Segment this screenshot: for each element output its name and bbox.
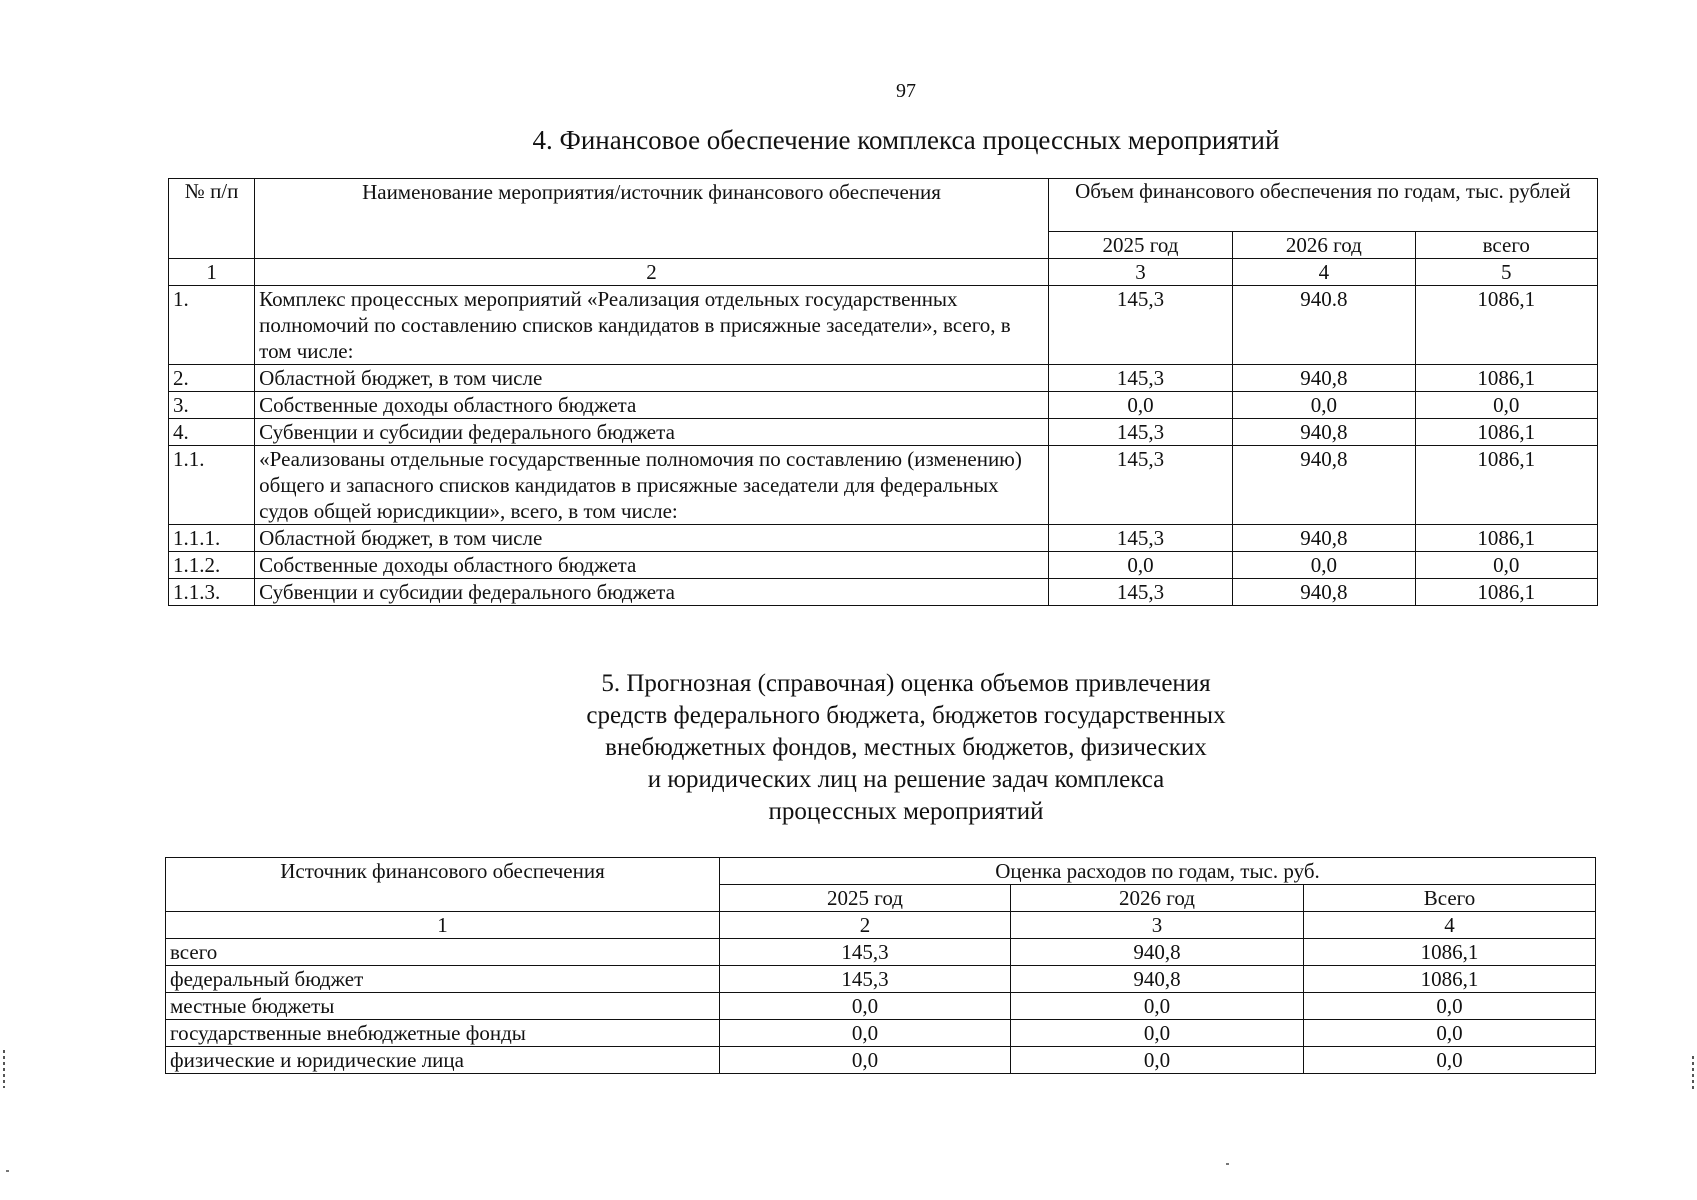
row-2025: 145,3 [1048,419,1232,446]
scan-edge-mark [3,1050,5,1088]
row-name: «Реализованы отдельные государственные полномочия по составлению (изменению) общего и запасного списков кандидатов в присяжные заседатели для федеральных судов общей юрисдикции», всего, в том числе: [255,446,1049,525]
row-total: 1086,1 [1415,579,1597,606]
col-number: 1 [166,912,720,939]
row-total: 1086,1 [1304,939,1596,966]
header-name: Наименование мероприятия/источник финансового обеспечения [255,179,1049,259]
row-2026: 940,8 [1233,419,1415,446]
table-row [166,966,1596,993]
row-2026: 940,8 [1011,939,1304,966]
row-2025: 145,3 [1048,579,1232,606]
column-number-row [169,259,1598,286]
row-num: 1. [169,286,255,365]
row-2025: 0,0 [720,993,1011,1020]
section-5-title-line: процессных мероприятий [768,798,1044,825]
row-2025: 145,3 [720,939,1011,966]
table-row [169,392,1598,419]
row-2026: 940.8 [1233,286,1415,365]
row-name: Областной бюджет, в том числе [255,365,1049,392]
row-total: 0,0 [1415,552,1597,579]
row-total: 1086,1 [1415,446,1597,525]
row-num: 2. [169,365,255,392]
row-name: местные бюджеты [166,993,720,1020]
scan-edge-mark [1692,1056,1694,1092]
header-num: № п/п [169,179,255,259]
section-5-title-line: и юридических лиц на решение задач комплекса [647,766,1165,793]
row-name: всего [166,939,720,966]
row-total: 0,0 [1415,392,1597,419]
col-number: 3 [1011,912,1304,939]
table-row [166,993,1596,1020]
row-2026: 0,0 [1011,993,1304,1020]
row-2026: 940,8 [1233,365,1415,392]
row-total: 1086,1 [1415,365,1597,392]
section-5-title [0,668,1697,828]
table-row [166,1020,1596,1047]
row-total: 1086,1 [1415,525,1597,552]
scan-dot [1226,1163,1229,1165]
row-2026: 0,0 [1011,1047,1304,1074]
row-name: Субвенции и субсидии федерального бюджета [255,419,1049,446]
row-2025: 0,0 [720,1047,1011,1074]
table-row [169,286,1598,365]
row-total: 0,0 [1304,993,1596,1020]
col-number: 2 [255,259,1049,286]
row-name: Комплекс процессных мероприятий «Реализация отдельных государственных полномочий по составлению списков кандидатов в присяжные заседатели», всего, в том числе: [255,286,1049,365]
row-2026: 940,8 [1011,966,1304,993]
table-row [169,419,1598,446]
col-number: 3 [1048,259,1232,286]
page-number: 97 [896,80,916,102]
row-num: 1.1. [169,446,255,525]
financing-table [168,178,1598,606]
section-5-title-line: средств федерального бюджета, бюджетов государственных [586,702,1226,729]
column-number-row [166,912,1596,939]
header-year-2026: 2026 год [1233,232,1415,259]
row-2025: 145,3 [1048,365,1232,392]
row-name: федеральный бюджет [166,966,720,993]
header-year-2025: 2025 год [1048,232,1232,259]
row-2025: 0,0 [1048,552,1232,579]
row-2025: 145,3 [720,966,1011,993]
row-2025: 145,3 [1048,525,1232,552]
row-name: государственные внебюджетные фонды [166,1020,720,1047]
header-year-2026: 2026 год [1011,885,1304,912]
col-number: 1 [169,259,255,286]
row-total: 0,0 [1304,1047,1596,1074]
table-row [169,552,1598,579]
row-num: 1.1.1. [169,525,255,552]
table-row [166,939,1596,966]
col-number: 4 [1233,259,1415,286]
row-total: 1086,1 [1415,286,1597,365]
table-row [166,1047,1596,1074]
scan-dot [6,1170,9,1172]
row-num: 1.1.2. [169,552,255,579]
row-num: 4. [169,419,255,446]
col-number: 4 [1304,912,1596,939]
row-2026: 940,8 [1233,446,1415,525]
estimate-table [165,857,1596,1074]
table-row [169,579,1598,606]
row-2025: 145,3 [1048,286,1232,365]
section-4-title: 4. Финансовое обеспечение комплекса процессных мероприятий [532,125,1280,155]
row-num: 1.1.3. [169,579,255,606]
row-name: Собственные доходы областного бюджета [255,392,1049,419]
row-total: 0,0 [1304,1020,1596,1047]
header-year-2025: 2025 год [720,885,1011,912]
row-2026: 940,8 [1233,579,1415,606]
table-row [169,446,1598,525]
row-2026: 0,0 [1233,552,1415,579]
row-2026: 940,8 [1233,525,1415,552]
header-total: всего [1415,232,1597,259]
row-total: 1086,1 [1304,966,1596,993]
row-2025: 145,3 [1048,446,1232,525]
header-estimate: Оценка расходов по годам, тыс. руб. [720,858,1596,885]
row-2025: 0,0 [1048,392,1232,419]
header-volume: Объем финансового обеспечения по годам, тыс. рублей [1048,179,1597,232]
col-number: 5 [1415,259,1597,286]
table-row [169,525,1598,552]
header-total: Всего [1304,885,1596,912]
table-row [169,365,1598,392]
section-5-title-line: 5. Прогнозная (справочная) оценка объемов привлечения [601,670,1211,697]
section-5-title-line: внебюджетных фондов, местных бюджетов, физических [605,734,1207,761]
row-2026: 0,0 [1011,1020,1304,1047]
row-2026: 0,0 [1233,392,1415,419]
row-name: Собственные доходы областного бюджета [255,552,1049,579]
row-total: 1086,1 [1415,419,1597,446]
row-name: Субвенции и субсидии федерального бюджета [255,579,1049,606]
row-name: физические и юридические лица [166,1047,720,1074]
header-source: Источник финансового обеспечения [166,858,720,912]
row-num: 3. [169,392,255,419]
row-2025: 0,0 [720,1020,1011,1047]
row-name: Областной бюджет, в том числе [255,525,1049,552]
col-number: 2 [720,912,1011,939]
